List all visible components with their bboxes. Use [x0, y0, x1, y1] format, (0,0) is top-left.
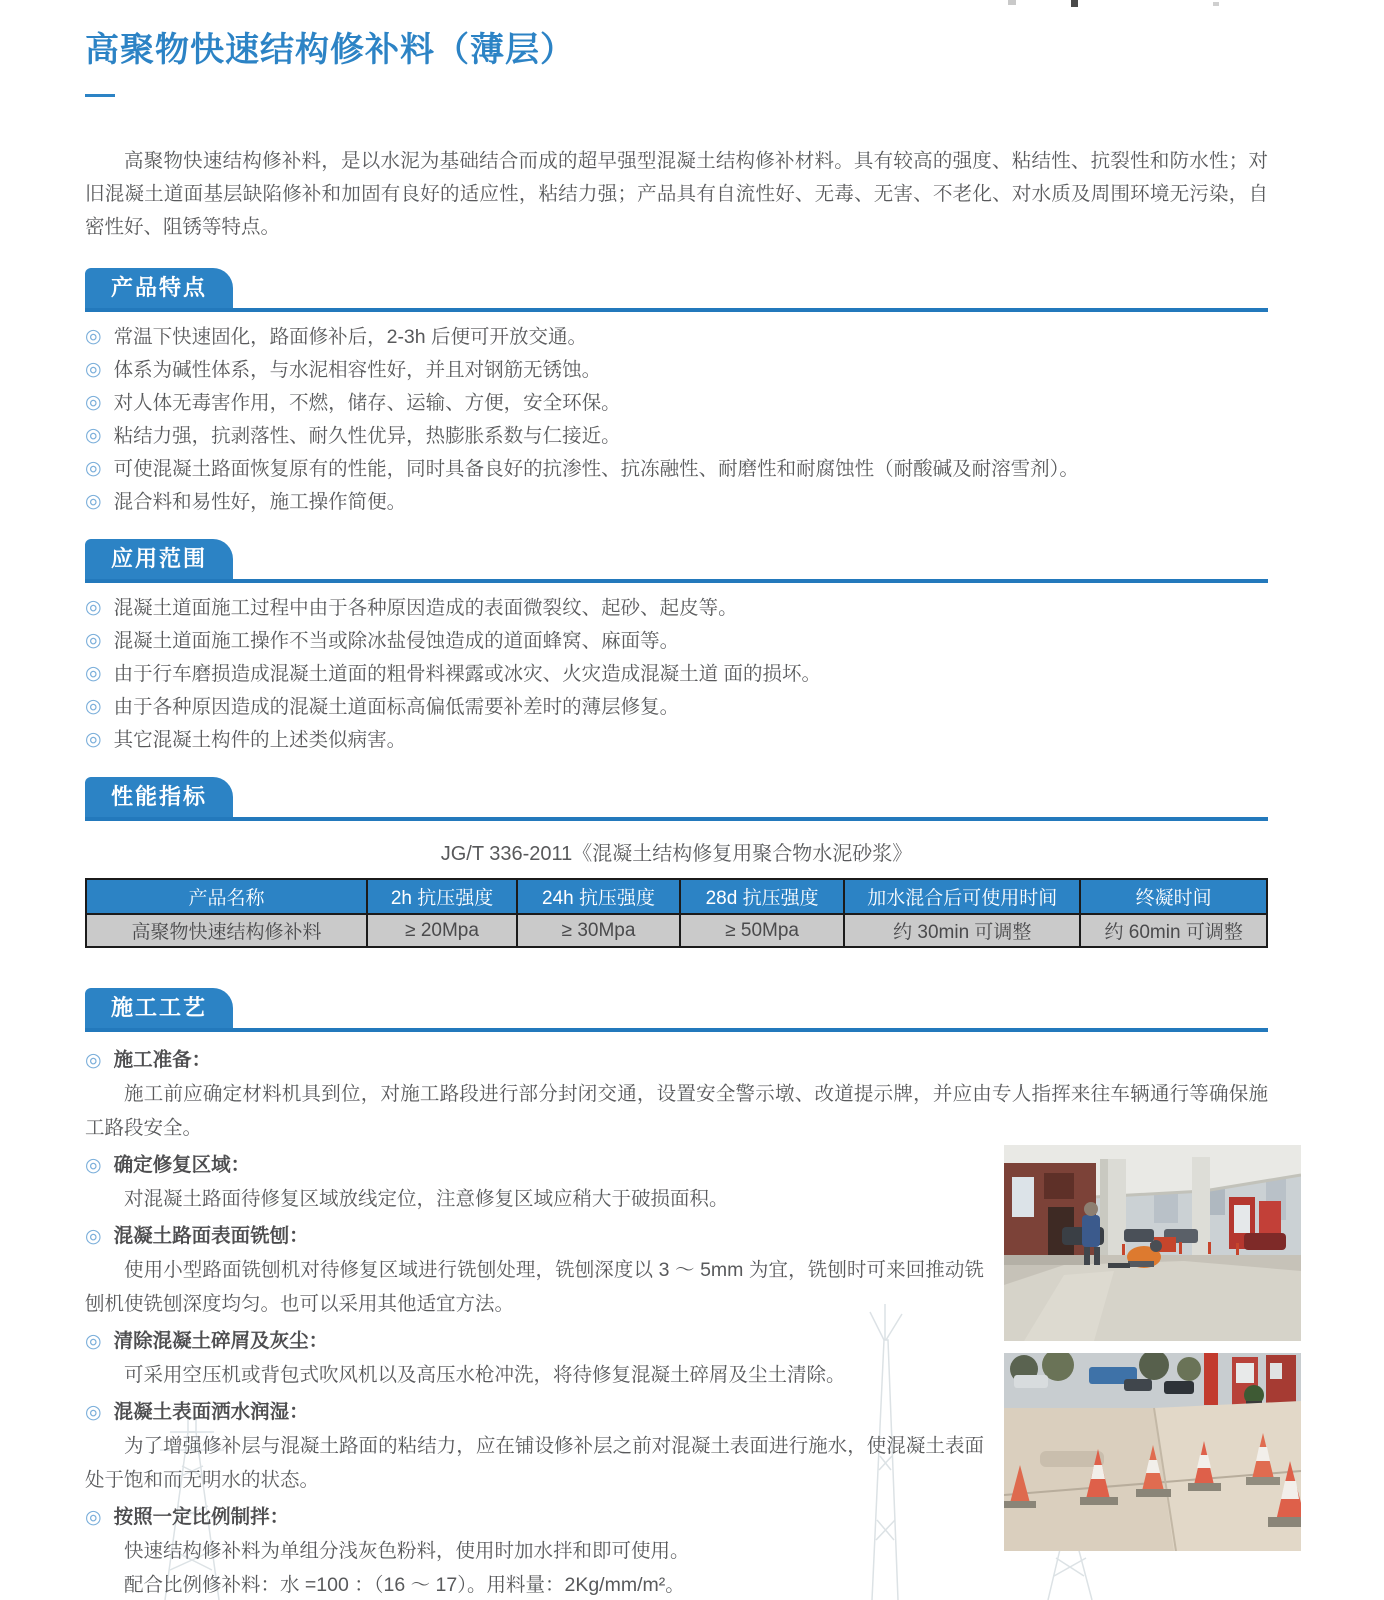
table-cell: ≥ 50Mpa	[680, 914, 844, 947]
applications-list	[85, 595, 1268, 753]
photo-traffic-cones-closure	[1004, 1353, 1301, 1551]
section-heading-performance	[85, 777, 1268, 821]
section-rule	[85, 817, 1268, 821]
process-step-paragraph: 对混凝土路面待修复区域放线定位，注意修复区域应稍大于破损面积。	[124, 1188, 729, 1210]
application-list-item	[85, 661, 1268, 687]
section-rule	[85, 579, 1268, 583]
process-step-heading	[85, 1149, 984, 1182]
process-step-label: 混凝土路面表面铣刨：	[113, 1225, 309, 1247]
process-step-paragraph: 为了增强修补层与混凝土路面的粘结力，应在铺设修补层之前对混凝土表面进行施水，使混凝土表面处于饱和而无明水的状态。	[85, 1435, 984, 1491]
process-step-heading	[85, 1220, 984, 1253]
table-cell: 约 30min 可调整	[844, 914, 1080, 947]
top-edge-artifact	[1071, 0, 1078, 7]
process-step-label: 按照一定比例制拌：	[113, 1506, 290, 1528]
performance-table-caption: JG/T 336-2011《混凝土结构修复用聚合物水泥砂浆》	[440, 843, 913, 865]
features-list	[85, 324, 1268, 515]
table-row	[86, 914, 1267, 947]
feature-item-text: 粘结力强，抗剥落性、耐久性优异，热膨胀系数与仁接近。	[113, 425, 621, 447]
table-cell: ≥ 30Mpa	[517, 914, 680, 947]
bullet-icon: ◎	[85, 696, 102, 717]
section-tab-label: 性能指标	[111, 784, 208, 809]
section-tab-process	[85, 988, 233, 1028]
application-item-text: 混凝土道面施工过程中由于各种原因造成的表面微裂纹、起砂、起皮等。	[113, 597, 738, 619]
site-photos	[1004, 1145, 1301, 1563]
process-step-heading	[85, 1396, 984, 1429]
feature-list-item	[85, 456, 1268, 482]
application-list-item	[85, 727, 1268, 753]
table-cell: 约 60min 可调整	[1080, 914, 1267, 947]
performance-table-head	[86, 879, 1267, 914]
table-header-cell: 24h 抗压强度	[517, 879, 680, 914]
bullet-icon: ◎	[85, 458, 102, 479]
process-step-label: 混凝土表面洒水润湿：	[113, 1401, 309, 1423]
process-step-label: 确定修复区域：	[113, 1154, 251, 1176]
bullet-icon: ◎	[85, 663, 102, 684]
process-step-label: 施工准备：	[113, 1049, 212, 1071]
process-step-paragraph: 可采用空压机或背包式吹风机以及高压水枪冲洗，将待修复混凝土碎屑及尘土清除。	[124, 1364, 846, 1386]
bullet-icon: ◎	[85, 630, 102, 651]
feature-list-item	[85, 489, 1268, 515]
application-item-text: 由于各种原因造成的混凝土道面标高偏低需要补差时的薄层修复。	[113, 696, 680, 718]
section-rule	[85, 308, 1268, 312]
feature-item-text: 对人体无毒害作用，不燃，储存、运输、方便，安全环保。	[113, 392, 621, 414]
table-cell: 高聚物快速结构修补料	[86, 914, 367, 947]
application-list-item	[85, 694, 1268, 720]
bullet-icon: ◎	[85, 1226, 102, 1247]
top-edge-artifact	[1213, 2, 1219, 6]
process-step-heading	[85, 1325, 984, 1358]
bullet-icon: ◎	[85, 1507, 102, 1528]
bullet-icon: ◎	[85, 1050, 102, 1071]
application-item-text: 其它混凝土构件的上述类似病害。	[113, 729, 407, 751]
table-header-cell: 加水混合后可使用时间	[844, 879, 1080, 914]
feature-item-text: 混合料和易性好，施工操作简便。	[113, 491, 407, 513]
section-tab-label: 应用范围	[111, 546, 208, 571]
process-step-paragraph: 配合比例修补料：水 =100 ：（16 ～ 17）。用料量：2Kg/mm/m²。	[124, 1574, 685, 1596]
section-heading-features	[85, 268, 1268, 312]
feature-item-text: 体系为碱性体系，与水泥相容性好，并且对钢筋无锈蚀。	[113, 359, 602, 381]
application-item-text: 混凝土道面施工操作不当或除冰盐侵蚀造成的道面蜂窝、麻面等。	[113, 630, 680, 652]
performance-table	[85, 878, 1268, 948]
bullet-icon: ◎	[85, 425, 102, 446]
intro-paragraph: 高聚物快速结构修补料，是以水泥为基础结合而成的超早强型混凝土结构修补材料。具有较高的强度、粘结性、抗裂性和防水性；对旧混凝土道面基层缺陷修补和加固有良好的适应性，粘结力强；产品具有自流性好、无毒、无害、不老化、对水质及周围环境无污染，自密性好、阻锈等特点。	[85, 150, 1268, 238]
section-tab-features	[85, 268, 233, 308]
process-step	[85, 1044, 1268, 1145]
top-edge-artifact	[1008, 0, 1016, 5]
application-list-item	[85, 628, 1268, 654]
process-step-heading	[85, 1044, 1268, 1077]
process-step-paragraph: 快速结构修补料为单组分浅灰色粉料，使用时加水拌和即可使用。	[124, 1540, 690, 1562]
feature-item-text: 常温下快速固化，路面修补后，2-3h 后便可开放交通。	[113, 326, 588, 348]
bullet-icon: ◎	[85, 1331, 102, 1352]
performance-table-body	[86, 914, 1267, 947]
process-step-label: 清除混凝土碎屑及灰尘：	[113, 1330, 329, 1352]
process-step-paragraph: 使用小型路面铣刨机对待修复区域进行铣刨处理，铣刨深度以 3 ～ 5mm 为宜，铣刨时可来回推动铣刨机使铣刨深度均匀。也可以采用其他适宜方法。	[85, 1259, 984, 1315]
application-item-text: 由于行车磨损造成混凝土道面的粗骨料裸露或冰灾、火灾造成混凝土道 面的损坏。	[113, 663, 822, 685]
title-underline-dash	[85, 94, 115, 97]
section-rule	[85, 1028, 1268, 1032]
page-title: 高聚物快速结构修补料（薄层）	[85, 31, 575, 69]
section-tab-label: 施工工艺	[111, 995, 208, 1020]
feature-item-text: 可使混凝土路面恢复原有的性能，同时具备良好的抗渗性、抗冻融性、耐磨性和耐腐蚀性（耐酸碱及耐溶雪剂）。	[113, 458, 1079, 480]
bullet-icon: ◎	[85, 729, 102, 750]
process-step-paragraph: 施工前应确定材料机具到位，对施工路段进行部分封闭交通，设置安全警示墩、改道提示牌，并应由专人指挥来往车辆通行等确保施工路段安全。	[85, 1083, 1268, 1139]
process-steps	[85, 1044, 1268, 1600]
bullet-icon: ◎	[85, 392, 102, 413]
section-tab-label: 产品特点	[111, 275, 208, 300]
feature-list-item	[85, 324, 1268, 350]
feature-list-item	[85, 357, 1268, 383]
section-tab-performance	[85, 777, 233, 817]
table-header-cell: 终凝时间	[1080, 879, 1267, 914]
process-step-heading	[85, 1501, 984, 1534]
bullet-icon: ◎	[85, 491, 102, 512]
bullet-icon: ◎	[85, 326, 102, 347]
bullet-icon: ◎	[85, 1155, 102, 1176]
application-list-item	[85, 595, 1268, 621]
section-heading-process	[85, 988, 1268, 1032]
table-header-row	[86, 879, 1267, 914]
section-tab-applications	[85, 539, 233, 579]
feature-list-item	[85, 423, 1268, 449]
process-steps-top	[85, 1044, 1268, 1145]
table-header-cell: 28d 抗压强度	[680, 879, 844, 914]
table-header-cell: 产品名称	[86, 879, 367, 914]
section-heading-applications	[85, 539, 1268, 583]
feature-list-item	[85, 390, 1268, 416]
table-header-cell: 2h 抗压强度	[367, 879, 517, 914]
process-step-paragraphs	[85, 1077, 1268, 1145]
table-cell: ≥ 20Mpa	[367, 914, 517, 947]
bullet-icon: ◎	[85, 597, 102, 618]
bullet-icon: ◎	[85, 359, 102, 380]
bullet-icon: ◎	[85, 1402, 102, 1423]
photo-pavement-repair-site	[1004, 1145, 1301, 1341]
